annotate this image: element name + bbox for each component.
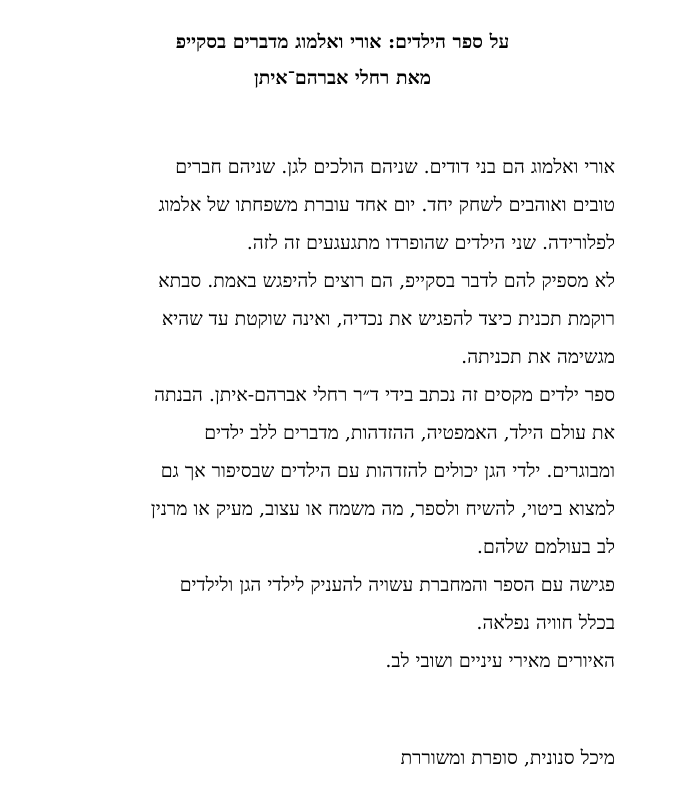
body-line: ספר ילדים מקסים זה נכתב בידי ד״ר רחלי אברהם-איתן. הבנתה: [154, 384, 615, 406]
body-line: בכלל חוויה נפלאה.: [476, 612, 615, 634]
body-line: פגישה עם הספר והמחברת עשויה להעניק לילדי הגן ולילדים: [179, 574, 615, 596]
body-line: טובים ואוהבים לשחק יחד. יום אחד עוברת משפחתו של אלמוג: [158, 194, 615, 216]
body-line: למצוא ביטוי, להשיח ולספר, מה משמח או עצוב, מעיק או מרנין: [150, 498, 615, 520]
body-line: האיורים מאירי עיניים ושובי לב.: [385, 650, 615, 672]
body-line: את עולם הילד, האמפטיה, ההזדהות, מדברים ללב ילדים: [204, 422, 615, 444]
body-line: מגשימה את תכניתה.: [461, 346, 615, 368]
body-line: רוקמת תכנית כיצד להפגיש את נכדיה, ואינה שוקטת עד שהיא: [161, 308, 615, 330]
body-line: לפלורידה. שני הילדים שהופרדו מתגעגעים זה לזה.: [246, 232, 615, 254]
body-line: לב בעולמם שלהם.: [476, 536, 615, 558]
document-title: על ספר הילדים: אורי ואלמוג מדברים בסקייפ: [175, 31, 510, 53]
signature: מיכל סנונית, סופרת ומשוררת: [400, 747, 615, 769]
review-body: [55, 148, 615, 680]
body-line: לא מספיק להם לדבר בסקייפ, הם רוצים להיפגש באמת. סבתא: [158, 270, 615, 292]
body-line: אורי ואלמוג הם בני דודים. שניהם הולכים לגן. שניהם חברים: [175, 156, 615, 178]
author-line: מאת רחלי אברהם־איתן: [253, 67, 432, 89]
body-line: ומבוגרים. ילדי הגן יכולים להזדהות עם הילדים שבסיפור אך גם: [160, 460, 615, 482]
